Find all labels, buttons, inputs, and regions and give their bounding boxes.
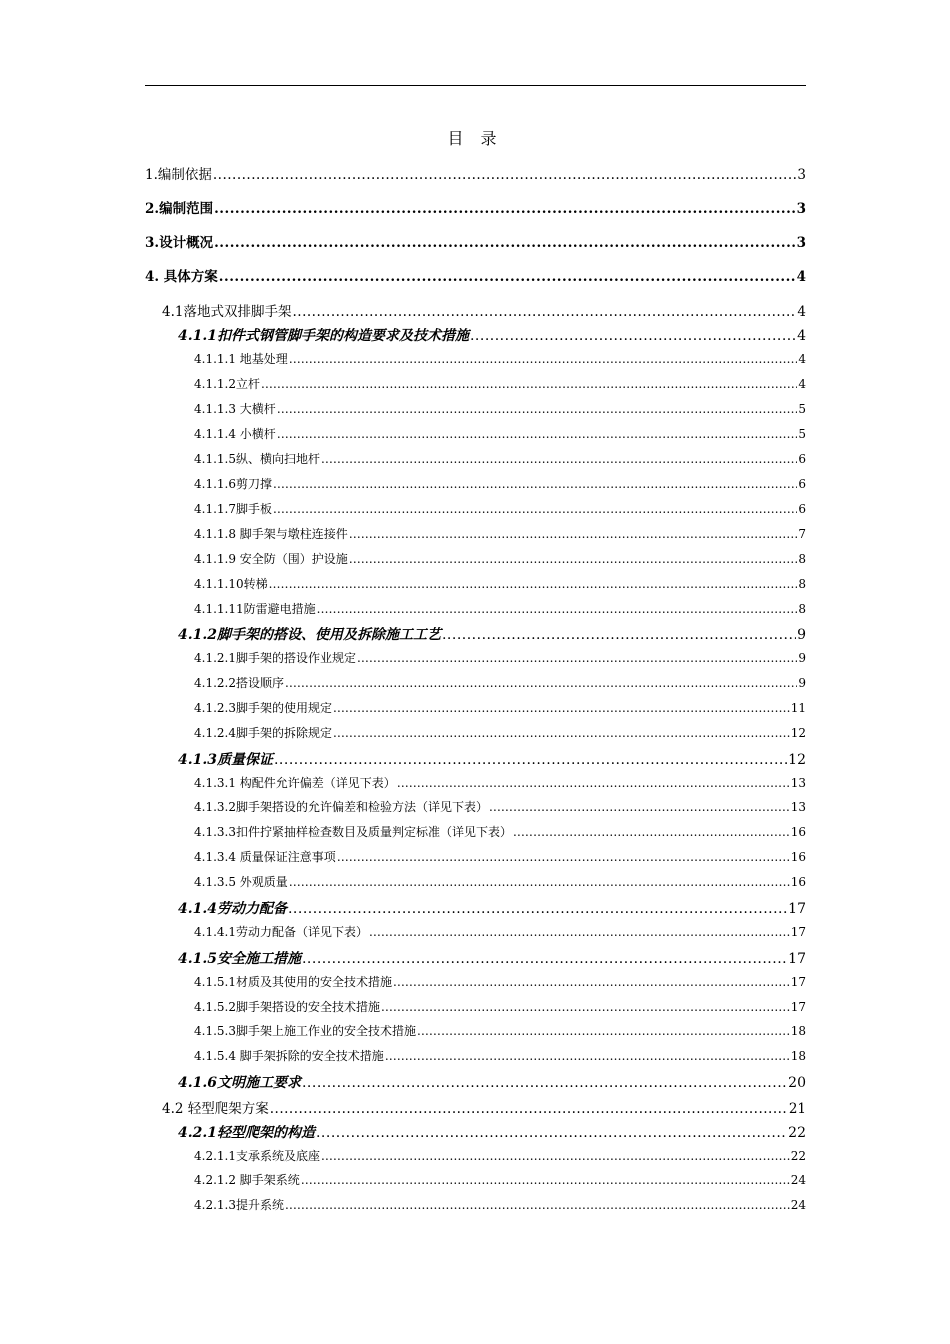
toc-entry[interactable] (194, 1147, 806, 1164)
toc-entry-page: 6 (798, 477, 806, 491)
toc-entry-title: 4.1.5.2脚手架搭设的安全技术措施 (194, 1000, 380, 1014)
toc-entry-title: 4.1落地式双排脚手架 (162, 304, 292, 320)
toc-entry-title: 4.1.6文明施工要求 (178, 1075, 301, 1091)
toc-entry[interactable] (194, 774, 806, 791)
toc-entry-title: 4.1.3.5 外观质量 (194, 875, 288, 889)
toc-entry-page: 11 (790, 701, 806, 715)
toc-entry-page: 17 (788, 951, 806, 967)
dot-leader (289, 352, 798, 364)
toc-entry-page: 17 (790, 925, 806, 939)
toc-entry[interactable] (178, 898, 806, 918)
toc-entry[interactable] (194, 550, 806, 567)
toc-entry-page: 21 (788, 1101, 806, 1117)
dot-leader (302, 1075, 787, 1089)
dot-leader (333, 701, 790, 713)
dot-leader (489, 800, 790, 812)
toc-entry[interactable] (194, 873, 806, 890)
dot-leader (261, 377, 797, 389)
toc-entry[interactable] (194, 1171, 806, 1188)
toc-entry-title: 4.2.1.2 脚手架系统 (194, 1173, 300, 1187)
toc-entry-page: 3 (796, 235, 806, 251)
toc-entry-page: 3 (796, 201, 806, 217)
dot-leader (333, 726, 790, 738)
toc-entry[interactable] (178, 624, 806, 644)
dot-leader (317, 602, 798, 614)
toc-entry[interactable] (194, 724, 806, 741)
toc-entry-page: 4 (798, 352, 806, 366)
toc-entry-title: 4.1.2.2搭设顺序 (194, 676, 284, 690)
dot-leader (277, 427, 798, 439)
dot-leader (357, 651, 797, 663)
toc-entry[interactable] (162, 1097, 806, 1117)
toc-entry-title: 4.1.2.3脚手架的使用规定 (194, 701, 332, 715)
toc-entry[interactable] (178, 325, 806, 345)
toc-entry-title: 4.1.1扣件式钢管脚手架的构造要求及技术措施 (178, 328, 469, 344)
toc-entry-page: 4 (797, 328, 806, 344)
toc-entry[interactable] (145, 265, 806, 285)
toc-entry-page: 4 (797, 304, 806, 320)
toc-entry[interactable] (145, 163, 806, 183)
toc-entry-page: 16 (790, 850, 806, 864)
toc-entry[interactable] (194, 699, 806, 716)
toc-entry[interactable] (194, 674, 806, 691)
toc-entry[interactable] (178, 1072, 806, 1092)
toc-entry-page: 5 (798, 427, 806, 441)
toc-entry[interactable] (194, 998, 806, 1015)
toc-entry-page: 12 (788, 752, 806, 768)
toc-entry[interactable] (194, 600, 806, 617)
dot-leader (349, 552, 798, 564)
dot-leader (349, 527, 798, 539)
toc-entry-title: 4.2.1.1支承系统及底座 (194, 1149, 320, 1163)
toc-entry[interactable] (194, 525, 806, 542)
toc-entry[interactable] (194, 1196, 806, 1213)
dot-leader (285, 1198, 790, 1210)
toc-entry[interactable] (194, 375, 806, 392)
toc-entry-title: 4.1.3.4 质量保证注意事项 (194, 850, 336, 864)
toc-entry[interactable] (178, 1122, 806, 1142)
toc-entry-title: 4.1.3质量保证 (178, 752, 273, 768)
dot-leader (273, 477, 797, 489)
toc-entry[interactable] (194, 425, 806, 442)
toc-entry-title: 4.1.2脚手架的搭设、使用及拆除施工工艺 (178, 627, 441, 643)
dot-leader (301, 1173, 790, 1185)
toc-entry-page: 24 (790, 1198, 806, 1212)
toc-entry[interactable] (194, 848, 806, 865)
dot-leader (273, 502, 797, 514)
toc-entry-title: 4. 具体方案 (145, 269, 218, 285)
toc-entry-page: 4 (798, 377, 806, 391)
toc-entry[interactable] (194, 923, 806, 940)
toc-entry-page: 22 (788, 1125, 806, 1141)
toc-entry-title: 4.2.1轻型爬架的构造 (178, 1125, 315, 1141)
toc-entry-page: 8 (798, 552, 806, 566)
toc-entry[interactable] (178, 749, 806, 769)
dot-leader (397, 776, 790, 788)
toc-entry[interactable] (194, 400, 806, 417)
dot-leader (321, 1149, 790, 1161)
toc-entry-title: 4.1.1.2立杆 (194, 377, 260, 391)
dot-leader (302, 951, 787, 965)
dot-leader (288, 901, 787, 915)
toc-entry-page: 17 (790, 1000, 806, 1014)
toc-entry[interactable] (194, 500, 806, 517)
toc-entry-title: 4.1.2.1脚手架的搭设作业规定 (194, 651, 356, 665)
dot-leader (274, 752, 787, 766)
toc-entry[interactable] (194, 973, 806, 990)
toc-entry-title: 4.1.3.3扣件拧紧抽样检查数目及质量判定标准（详见下表） (194, 825, 512, 839)
toc-entry[interactable] (194, 450, 806, 467)
toc-entry-page: 17 (788, 901, 806, 917)
toc-entry-page: 9 (798, 651, 806, 665)
toc-entry[interactable] (194, 1022, 806, 1039)
toc-entry-title: 4.1.1.9 安全防（围）护设施 (194, 552, 348, 566)
toc-entry-title: 4.1.1.11防雷避电措施 (194, 602, 316, 616)
toc-entry-page: 9 (798, 676, 806, 690)
toc-entry[interactable] (145, 231, 806, 251)
header-rule (145, 85, 806, 86)
toc-entry-title: 4.1.5安全施工措施 (178, 951, 301, 967)
dot-leader (417, 1024, 790, 1036)
toc-entry-title: 4.1.5.1材质及其使用的安全技术措施 (194, 975, 392, 989)
dot-leader (393, 975, 790, 987)
toc-title: 目 录 (447, 129, 503, 148)
dot-leader (442, 627, 796, 641)
toc-entry-page: 13 (790, 800, 806, 814)
toc-entry-title: 4.1.1.5纵、横向扫地杆 (194, 452, 320, 466)
toc-entry-page: 18 (790, 1049, 806, 1063)
dot-leader (285, 676, 797, 688)
toc-entry[interactable] (194, 823, 806, 840)
toc-entry-title: 4.1.1.8 脚手架与墩柱连接件 (194, 527, 348, 541)
toc-entry-page: 20 (788, 1075, 806, 1091)
toc-entry-title: 2.编制范围 (145, 201, 214, 217)
toc-entry[interactable] (194, 1047, 806, 1064)
dot-leader (213, 167, 797, 181)
dot-leader (316, 1125, 787, 1139)
dot-leader (270, 1101, 788, 1115)
dot-leader (369, 925, 790, 937)
dot-leader (292, 304, 796, 318)
toc-entry-title: 4.1.1.3 大横杆 (194, 402, 276, 416)
toc-entry-title: 4.2 轻型爬架方案 (162, 1101, 269, 1117)
toc-entry-page: 5 (798, 402, 806, 416)
toc-entry-page: 6 (798, 502, 806, 516)
toc-entry[interactable] (194, 475, 806, 492)
toc-entry-page: 8 (798, 577, 806, 591)
toc-entry-title: 4.1.2.4脚手架的拆除规定 (194, 726, 332, 740)
toc-entry-title: 4.1.1.7脚手板 (194, 502, 272, 516)
toc-entry-page: 17 (790, 975, 806, 989)
dot-leader (219, 269, 796, 283)
toc-entry-page: 9 (797, 627, 806, 643)
toc-entry-title: 4.1.3.1 构配件允许偏差（详见下表） (194, 776, 396, 790)
dot-leader (214, 201, 796, 215)
toc-entry[interactable] (194, 798, 806, 815)
toc-entry-page: 24 (790, 1173, 806, 1187)
toc-entry[interactable] (194, 575, 806, 592)
toc-entry-page: 3 (797, 167, 806, 183)
toc-entry-title: 4.1.5.4 脚手架拆除的安全技术措施 (194, 1049, 384, 1063)
dot-leader (513, 825, 790, 837)
toc-entry-title: 4.1.1.10转梯 (194, 577, 268, 591)
toc-entry-page: 16 (790, 875, 806, 889)
dot-leader (470, 328, 796, 342)
toc-entry-title: 3.设计概况 (145, 235, 214, 251)
toc-entry-title: 4.1.5.3脚手架上施工作业的安全技术措施 (194, 1024, 416, 1038)
toc-entry-page: 7 (798, 527, 806, 541)
dot-leader (337, 850, 790, 862)
toc-entry[interactable] (162, 300, 806, 320)
toc-entry[interactable] (178, 948, 806, 968)
toc-entry-page: 12 (790, 726, 806, 740)
toc-entry-page: 16 (790, 825, 806, 839)
dot-leader (289, 875, 790, 887)
toc-entry-title: 4.1.1.1 地基处理 (194, 352, 288, 366)
toc-entry-page: 13 (790, 776, 806, 790)
dot-leader (269, 577, 798, 589)
dot-leader (277, 402, 798, 414)
dot-leader (385, 1049, 790, 1061)
dot-leader (381, 1000, 790, 1012)
toc-entry-title: 4.1.4劳动力配备 (178, 901, 287, 917)
toc-entry-title: 4.2.1.3提升系统 (194, 1198, 284, 1212)
toc-entry-page: 4 (796, 269, 806, 285)
toc-entry-title: 1.编制依据 (145, 167, 212, 183)
dot-leader (321, 452, 797, 464)
toc-entry-page: 18 (790, 1024, 806, 1038)
toc-entry-page: 22 (790, 1149, 806, 1163)
toc-entry-page: 8 (798, 602, 806, 616)
toc-entry-title: 4.1.3.2脚手架搭设的允许偏差和检验方法（详见下表） (194, 800, 488, 814)
toc-entry[interactable] (194, 350, 806, 367)
toc-entry-page: 6 (798, 452, 806, 466)
toc-entry[interactable] (194, 649, 806, 666)
toc-entry-title: 4.1.1.4 小横杆 (194, 427, 276, 441)
toc-entry[interactable] (145, 197, 806, 217)
dot-leader (214, 235, 796, 249)
toc-entry-title: 4.1.1.6剪刀撑 (194, 477, 272, 491)
toc-entry-title: 4.1.4.1劳动力配备（详见下表） (194, 925, 368, 939)
